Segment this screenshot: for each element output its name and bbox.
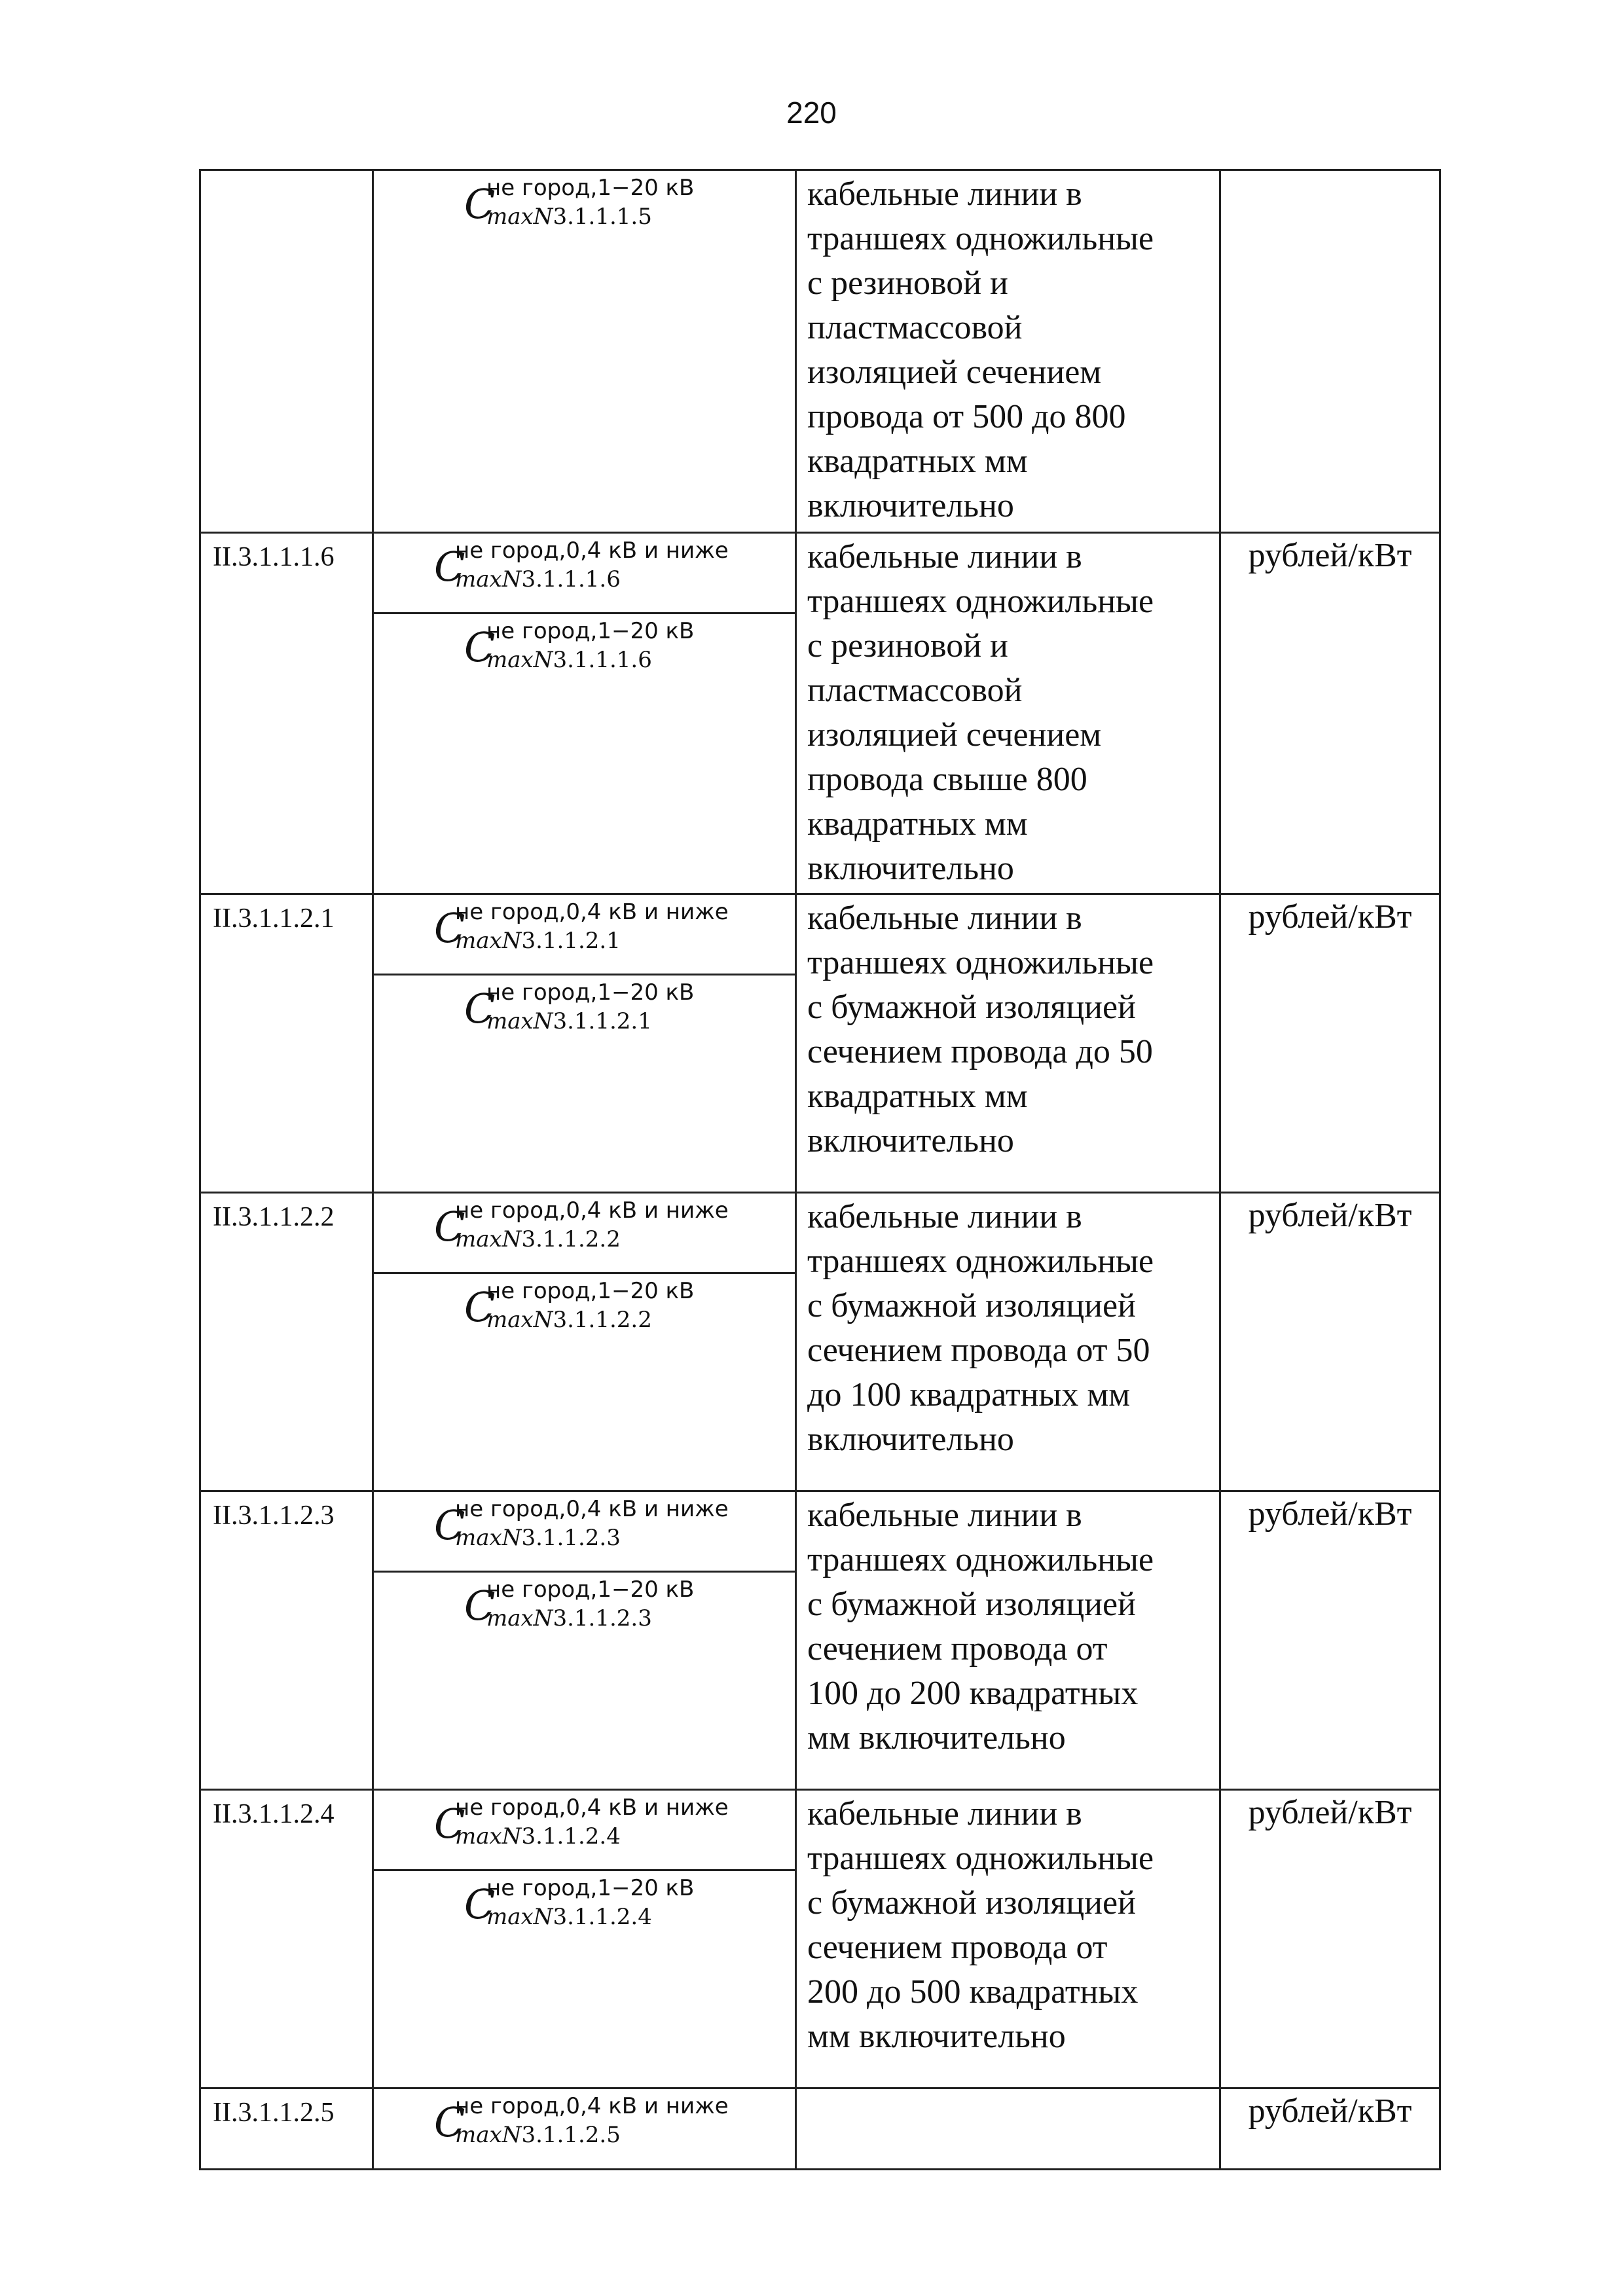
rate-formula <box>374 1573 795 1651</box>
formula-subscript <box>486 1008 652 1034</box>
formula-symbol: C <box>464 1880 496 1928</box>
formula-symbol: C <box>434 1800 465 1848</box>
rate-formula <box>374 1791 795 1869</box>
description-line: с бумажной изоляцией <box>807 1586 1136 1623</box>
description-line: траншеях одножильные <box>807 1541 1154 1578</box>
row-unit: рублей/кВт <box>1220 1193 1440 1491</box>
formula-subscript-var: maxN <box>486 647 553 673</box>
description-line: траншеях одножильные <box>807 583 1154 620</box>
description-line: мм включительно <box>807 2018 1066 2055</box>
description-line: с бумажной изоляцией <box>807 1287 1136 1324</box>
description-line: кабельные линии в <box>807 175 1082 213</box>
description-line: включительно <box>807 487 1014 524</box>
description-line: сечением провода от <box>807 1929 1108 1966</box>
description-line: кабельные линии в <box>807 1497 1082 1534</box>
formula-subscript-index: 3.1.1.2.4 <box>521 1823 621 1850</box>
formula-subscript-index: 3.1.1.1.5 <box>553 204 652 230</box>
formula-symbol: C <box>464 180 496 228</box>
formula-symbol: C <box>434 1501 465 1549</box>
formula-subscript-var: maxN <box>455 566 522 592</box>
formula-cell <box>373 1193 796 1491</box>
description-line: до 100 квадратных мм <box>807 1376 1131 1413</box>
row-description <box>796 2088 1220 2170</box>
formula-superscript: не город,1−20 кВ <box>486 175 695 201</box>
formula-superscript: не город,0,4 кВ и ниже <box>455 2093 729 2119</box>
formula-symbol: C <box>434 1203 465 1250</box>
formula-symbol: C <box>434 904 465 952</box>
table-body <box>200 170 1440 2170</box>
formula-cell <box>373 1790 796 2088</box>
formula-box <box>374 895 795 975</box>
rate-formula <box>374 1194 795 1272</box>
formula-superscript: не город,0,4 кВ и ниже <box>455 538 729 564</box>
rate-formula <box>374 534 795 612</box>
row-description <box>796 1491 1220 1790</box>
table-row <box>200 2088 1440 2170</box>
formula-box <box>374 1274 795 1353</box>
table-row <box>200 894 1440 1193</box>
formula-box <box>374 1871 795 1950</box>
formula-subscript-var: maxN <box>486 1008 553 1034</box>
rate-formula <box>374 1274 795 1353</box>
description-line: с резиновой и <box>807 627 1008 665</box>
formula-box <box>374 1573 795 1651</box>
description-line: квадратных мм <box>807 805 1028 843</box>
description-line: кабельные линии в <box>807 1795 1082 1832</box>
rate-formula <box>374 171 795 249</box>
description-line: сечением провода от 50 <box>807 1332 1150 1369</box>
formula-subscript <box>486 1605 652 1631</box>
description-line: сечением провода до 50 <box>807 1033 1153 1070</box>
formula-symbol: C <box>464 985 496 1032</box>
formula-subscript-var: maxN <box>455 1226 522 1252</box>
row-code: II.3.1.1.2.5 <box>200 2088 373 2170</box>
description-line: включительно <box>807 1421 1014 1458</box>
formula-subscript <box>455 1226 621 1252</box>
table-row <box>200 1193 1440 1491</box>
row-description <box>796 533 1220 894</box>
formula-cell <box>373 1491 796 1790</box>
table-row <box>200 170 1440 533</box>
row-description <box>796 894 1220 1193</box>
formula-subscript-index: 3.1.1.2.1 <box>521 928 621 954</box>
formula-superscript: не город,1−20 кВ <box>486 1278 695 1304</box>
description-line: изоляцией сечением <box>807 716 1102 754</box>
tariff-table <box>199 169 1441 2170</box>
formula-subscript-var: maxN <box>486 1605 553 1631</box>
formula-subscript <box>455 566 621 592</box>
row-unit <box>1220 170 1440 533</box>
row-unit: рублей/кВт <box>1220 2088 1440 2170</box>
formula-superscript: не город,0,4 кВ и ниже <box>455 899 729 925</box>
formula-superscript: не город,0,4 кВ и ниже <box>455 1197 729 1224</box>
description-line: провода от 500 до 800 <box>807 398 1126 435</box>
row-unit: рублей/кВт <box>1220 1491 1440 1790</box>
formula-subscript <box>486 204 652 230</box>
formula-cell <box>373 894 796 1193</box>
description-line: траншеях одножильные <box>807 1243 1154 1280</box>
formula-box <box>374 614 795 693</box>
row-code: II.3.1.1.2.2 <box>200 1193 373 1491</box>
formula-superscript: не город,0,4 кВ и ниже <box>455 1795 729 1821</box>
row-unit: рублей/кВт <box>1220 894 1440 1193</box>
rate-formula <box>374 1871 795 1950</box>
formula-subscript-index: 3.1.1.2.4 <box>553 1904 652 1930</box>
formula-box <box>374 1791 795 1871</box>
formula-subscript <box>455 1823 621 1850</box>
table-row <box>200 533 1440 894</box>
page-number: 220 <box>786 96 837 130</box>
description-line: траншеях одножильные <box>807 944 1154 981</box>
rate-formula <box>374 614 795 693</box>
formula-subscript <box>455 928 621 954</box>
formula-cell <box>373 170 796 533</box>
description-line: мм включительно <box>807 1719 1066 1757</box>
description-line: траншеях одножильные <box>807 220 1154 257</box>
description-line: квадратных мм <box>807 1078 1028 1115</box>
formula-superscript: не город,1−20 кВ <box>486 1576 695 1603</box>
description-line: пластмассовой <box>807 309 1023 346</box>
formula-subscript-index: 3.1.1.2.3 <box>521 1525 621 1551</box>
description-line: кабельные линии в <box>807 1198 1082 1235</box>
description-line: кабельные линии в <box>807 538 1082 575</box>
formula-superscript: не город,1−20 кВ <box>486 618 695 644</box>
formula-subscript-index: 3.1.1.2.2 <box>553 1307 652 1333</box>
formula-subscript-index: 3.1.1.2.5 <box>521 2122 621 2148</box>
rate-formula <box>374 2089 795 2168</box>
formula-subscript-index: 3.1.1.2.1 <box>553 1008 652 1034</box>
formula-symbol: C <box>464 623 496 671</box>
formula-subscript-var: maxN <box>455 1525 522 1551</box>
formula-subscript-var: maxN <box>486 1904 553 1930</box>
formula-subscript-var: maxN <box>455 1823 522 1850</box>
formula-symbol: C <box>464 1283 496 1331</box>
formula-subscript <box>486 647 652 673</box>
formula-box <box>374 1194 795 1274</box>
formula-box <box>374 975 795 1054</box>
formula-symbol: C <box>464 1582 496 1630</box>
row-code: II.3.1.1.2.4 <box>200 1790 373 2088</box>
formula-subscript-var: maxN <box>455 928 522 954</box>
row-unit: рублей/кВт <box>1220 1790 1440 2088</box>
rate-formula <box>374 895 795 974</box>
description-line: изоляцией сечением <box>807 354 1102 391</box>
rate-formula <box>374 1492 795 1571</box>
description-line: сечением провода от <box>807 1630 1108 1667</box>
description-line: кабельные линии в <box>807 900 1082 937</box>
formula-box <box>374 2089 795 2168</box>
description-line: 200 до 500 квадратных <box>807 1973 1139 2011</box>
row-code: II.3.1.1.2.3 <box>200 1491 373 1790</box>
row-code <box>200 170 373 533</box>
formula-symbol: C <box>434 2098 465 2146</box>
formula-subscript <box>455 2122 621 2148</box>
row-description <box>796 170 1220 533</box>
formula-box <box>374 534 795 614</box>
description-line: пластмассовой <box>807 672 1023 709</box>
formula-superscript: не город,1−20 кВ <box>486 1875 695 1901</box>
formula-subscript-var: maxN <box>455 2122 522 2148</box>
table-row <box>200 1790 1440 2088</box>
formula-box <box>374 1492 795 1573</box>
formula-cell <box>373 2088 796 2170</box>
formula-box <box>374 171 795 249</box>
formula-subscript-index: 3.1.1.2.3 <box>553 1605 652 1631</box>
formula-cell <box>373 533 796 894</box>
formula-symbol: C <box>434 543 465 591</box>
formula-subscript <box>486 1307 652 1333</box>
description-line: с бумажной изоляцией <box>807 989 1136 1026</box>
row-description <box>796 1193 1220 1491</box>
description-line: квадратных мм <box>807 443 1028 480</box>
formula-subscript-index: 3.1.1.1.6 <box>521 566 621 592</box>
row-code: II.3.1.1.1.6 <box>200 533 373 894</box>
formula-superscript: не город,1−20 кВ <box>486 979 695 1006</box>
formula-subscript-index: 3.1.1.2.2 <box>521 1226 621 1252</box>
row-code: II.3.1.1.2.1 <box>200 894 373 1193</box>
description-line: 100 до 200 квадратных <box>807 1675 1139 1712</box>
formula-subscript <box>486 1904 652 1930</box>
description-line: включительно <box>807 850 1014 887</box>
formula-subscript-var: maxN <box>486 204 553 230</box>
formula-superscript: не город,0,4 кВ и ниже <box>455 1496 729 1522</box>
table-row <box>200 1491 1440 1790</box>
row-description <box>796 1790 1220 2088</box>
description-line: с бумажной изоляцией <box>807 1884 1136 1922</box>
row-unit: рублей/кВт <box>1220 533 1440 894</box>
description-line: с резиновой и <box>807 264 1008 302</box>
rate-formula <box>374 975 795 1054</box>
formula-subscript-var: maxN <box>486 1307 553 1333</box>
description-line: траншеях одножильные <box>807 1840 1154 1877</box>
description-line: провода свыше 800 <box>807 761 1087 798</box>
description-line: включительно <box>807 1122 1014 1159</box>
formula-subscript-index: 3.1.1.1.6 <box>553 647 652 673</box>
formula-subscript <box>455 1525 621 1551</box>
